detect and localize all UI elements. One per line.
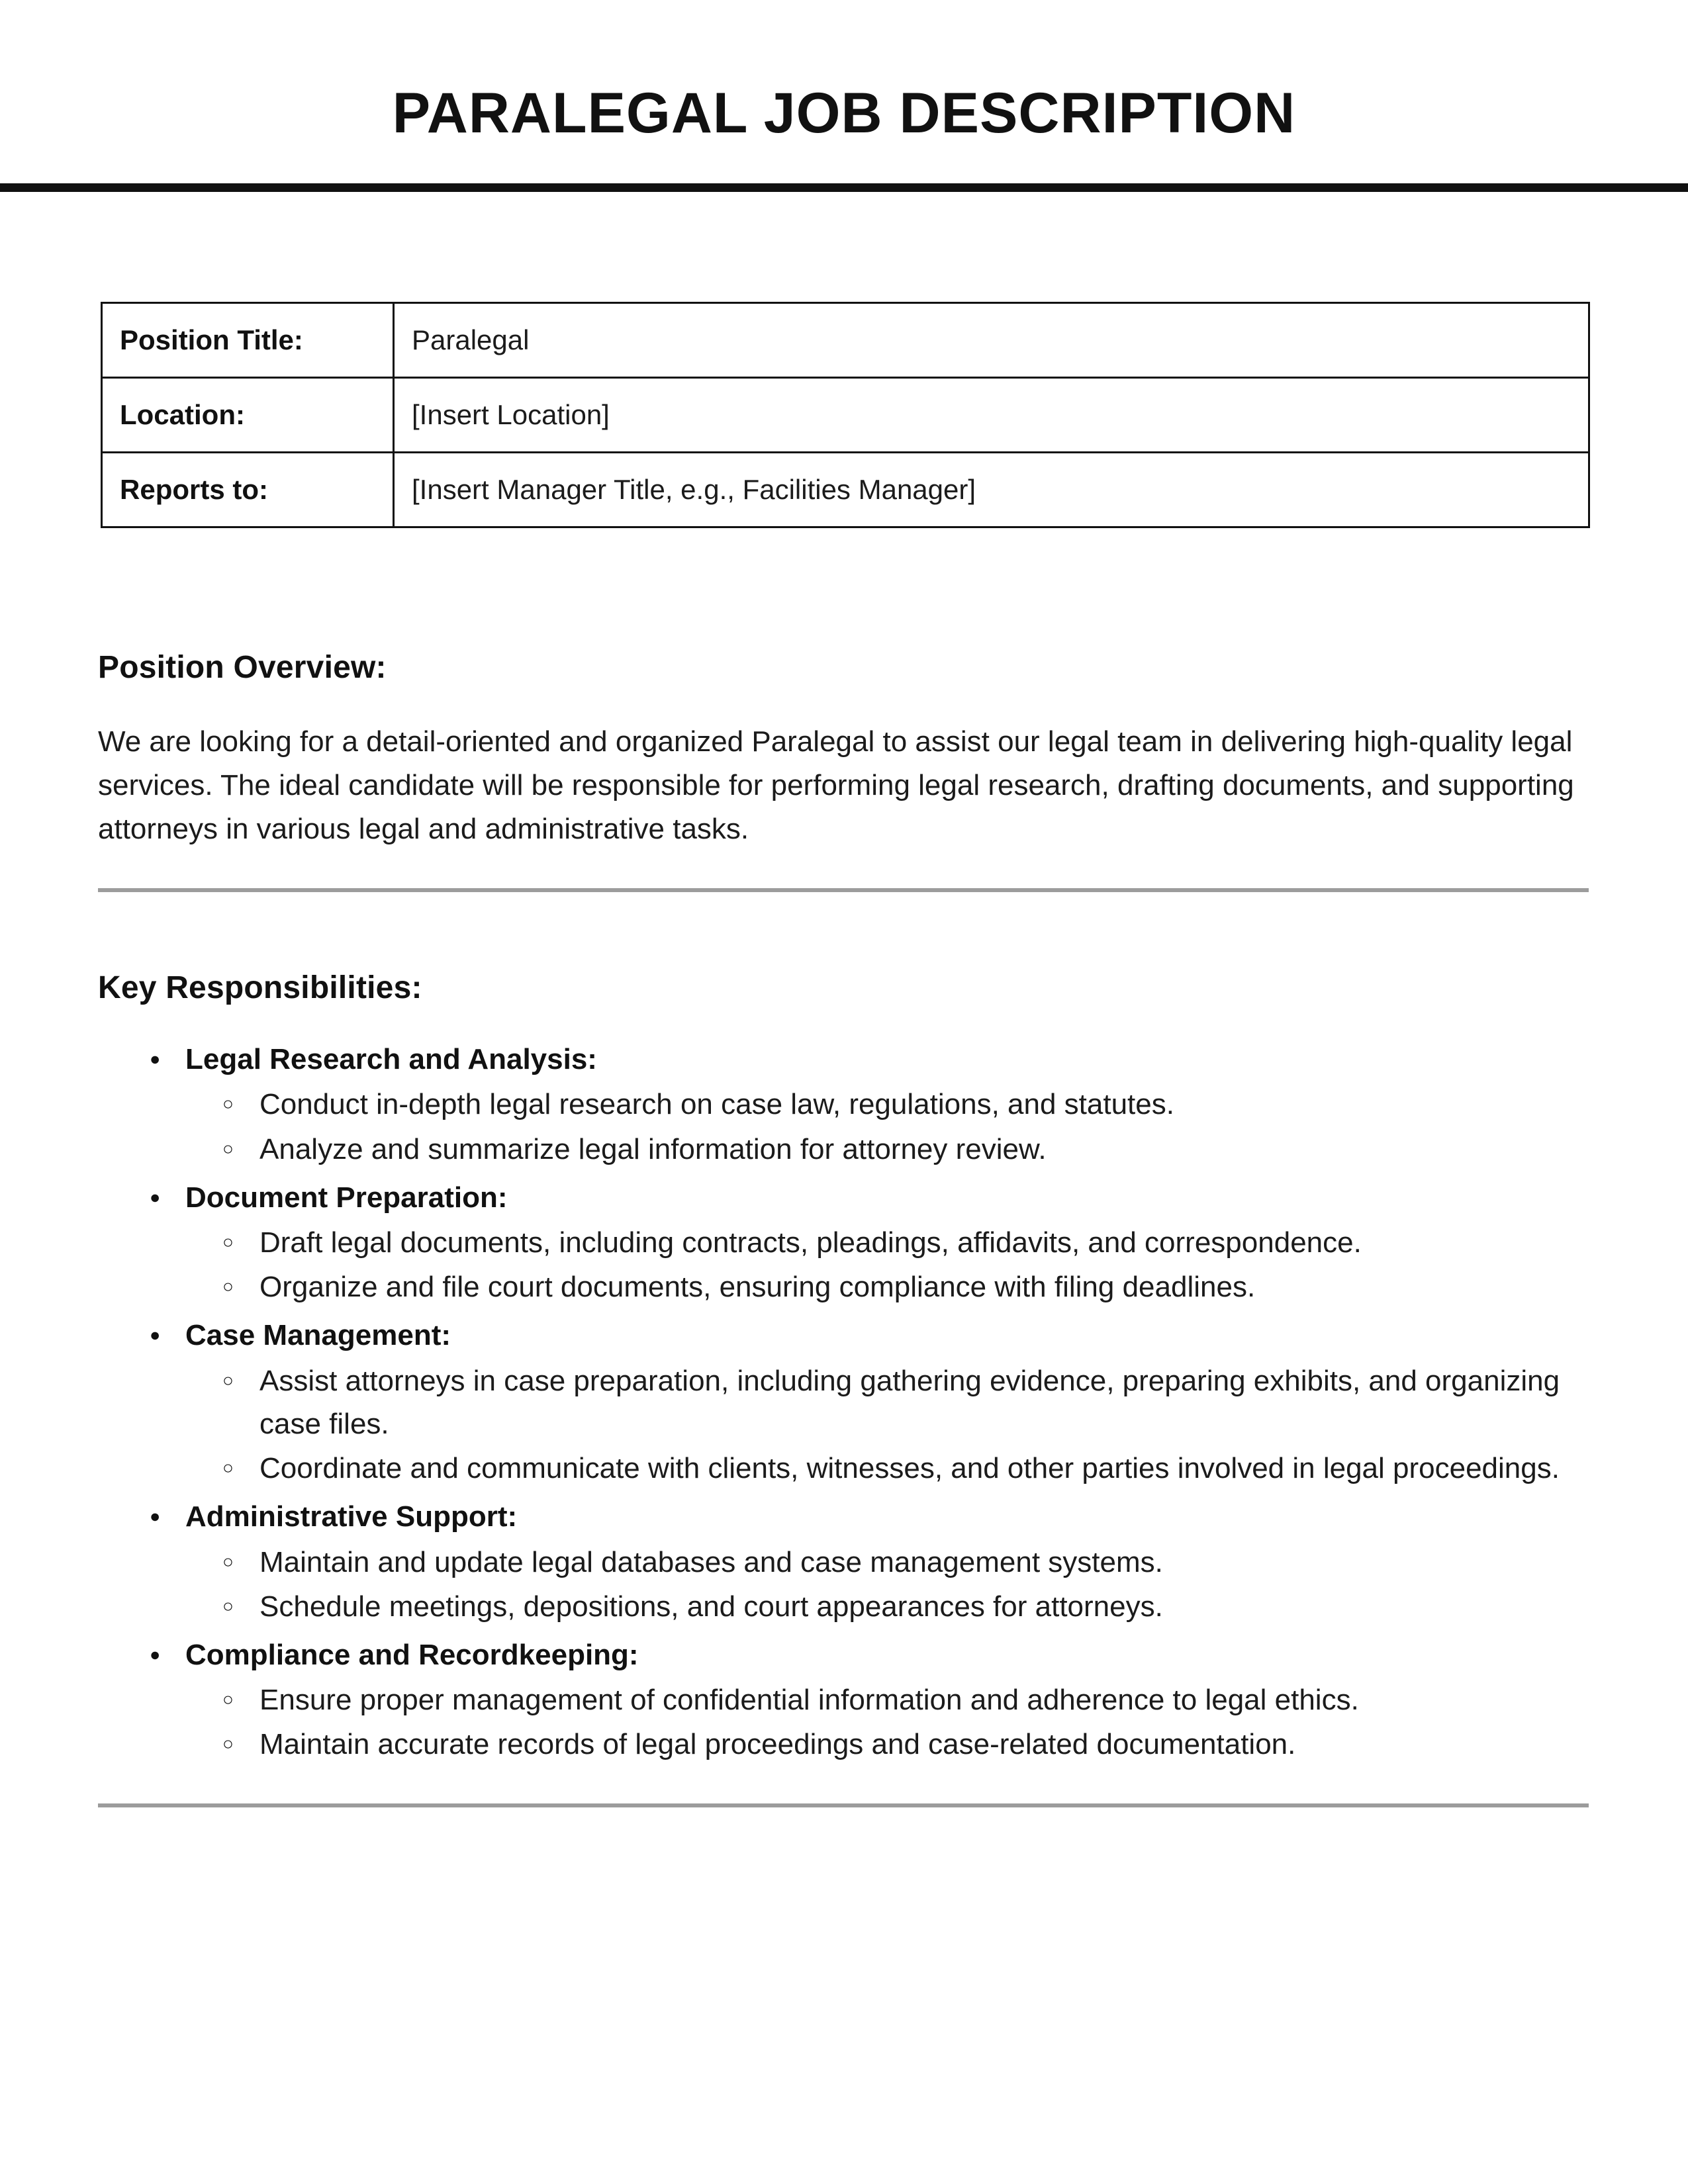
key-responsibilities-list — [98, 1039, 1589, 1766]
list-item: ○ Analyze and summarize legal information for attorney review. — [259, 1128, 1589, 1171]
responsibility-group-label: ● Compliance and Recordkeeping: — [185, 1635, 1589, 1676]
table-row — [102, 378, 1589, 453]
responsibility-group-label: ● Administrative Support: — [185, 1496, 1589, 1537]
table-cell-value: [Insert Location] — [394, 378, 1589, 453]
list-item: ○ Ensure proper management of confidential information and adherence to legal ethics. — [259, 1678, 1589, 1721]
responsibility-sublist — [185, 1541, 1589, 1628]
list-item: ○ Schedule meetings, depositions, and court appearances for attorneys. — [259, 1585, 1589, 1628]
position-info-table — [101, 302, 1590, 528]
list-item — [185, 1039, 1589, 1171]
list-item: ○ Maintain accurate records of legal proceedings and case-related documentation. — [259, 1723, 1589, 1766]
responsibility-sublist — [185, 1083, 1589, 1170]
position-overview-heading: Position Overview: — [98, 650, 387, 685]
list-item: ○ Assist attorneys in case preparation, including gathering evidence, preparing exhibits, and organizing case files. — [259, 1359, 1589, 1445]
list-item: ○ Organize and file court documents, ensuring compliance with filing deadlines. — [259, 1265, 1589, 1308]
list-item — [185, 1177, 1589, 1309]
section-divider-responsibilities — [98, 1803, 1589, 1807]
table-cell-value: [Insert Manager Title, e.g., Facilities Manager] — [394, 453, 1589, 527]
list-item: ○ Draft legal documents, including contracts, pleadings, affidavits, and correspondence. — [259, 1221, 1589, 1264]
table-cell-label: Reports to: — [102, 453, 394, 527]
table-cell-value: Paralegal — [394, 303, 1589, 378]
list-item — [185, 1635, 1589, 1766]
table-cell-label: Location: — [102, 378, 394, 453]
list-item — [185, 1496, 1589, 1628]
page-title: PARALEGAL JOB DESCRIPTION — [392, 81, 1296, 145]
document-content — [98, 649, 1589, 1807]
table-row — [102, 303, 1589, 378]
position-info-table-wrapper — [101, 302, 1590, 528]
list-item — [185, 1315, 1589, 1490]
position-overview-paragraph: We are looking for a detail-oriented and organized Paralegal to assist our legal team in delivering high-quality legal services. The ideal candidate will be responsible for performing legal research, drafting documents, and supporting attorneys in various legal and administrative tasks. — [98, 725, 1574, 845]
responsibility-group-label: ● Case Management: — [185, 1315, 1589, 1356]
section-divider-overview — [98, 888, 1589, 892]
list-item: ○ Conduct in-depth legal research on case law, regulations, and statutes. — [259, 1083, 1589, 1126]
table-cell-label: Position Title: — [102, 303, 394, 378]
list-item: ○ Coordinate and communicate with clients, witnesses, and other parties involved in legal proceedings. — [259, 1447, 1589, 1490]
responsibility-group-label: ● Document Preparation: — [185, 1177, 1589, 1218]
title-rule-divider — [0, 183, 1688, 192]
key-responsibilities-heading: Key Responsibilities: — [98, 970, 422, 1005]
responsibility-sublist — [185, 1221, 1589, 1308]
table-row — [102, 453, 1589, 527]
list-item: ○ Maintain and update legal databases and case management systems. — [259, 1541, 1589, 1584]
responsibility-group-label: ● Legal Research and Analysis: — [185, 1039, 1589, 1080]
responsibility-sublist — [185, 1678, 1589, 1766]
responsibility-sublist — [185, 1359, 1589, 1490]
